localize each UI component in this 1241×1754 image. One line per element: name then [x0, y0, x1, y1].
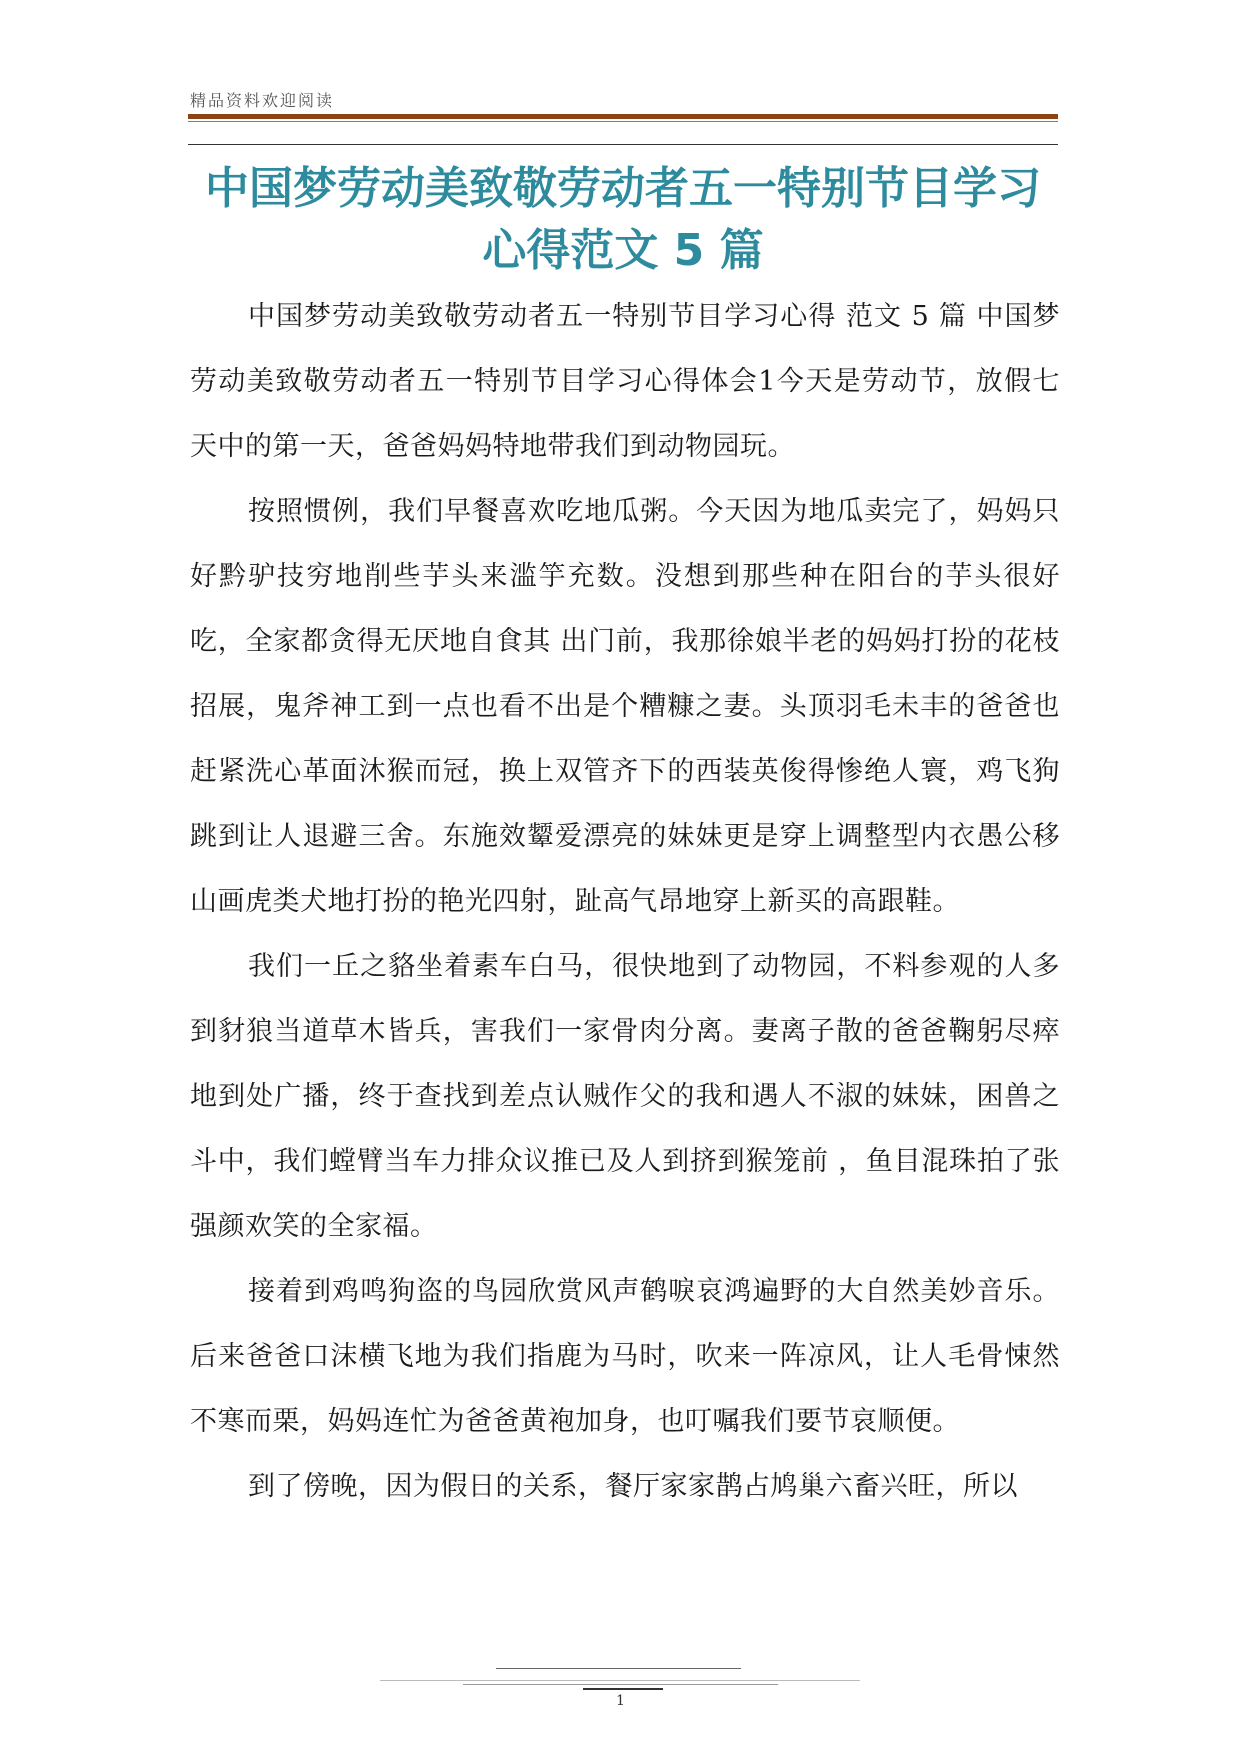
header-text: 精品资料欢迎阅读 [190, 91, 335, 110]
footer-rule-top [496, 1668, 741, 1669]
paragraph: 中国梦劳动美致敬劳动者五一特别节目学习心得 范文 5 篇 中国梦劳动美致敬劳动者五一特别节目学习心得体会1今天是劳动节，放假七天中的第一天，爸爸妈妈特地带我们到动物园玩。 [190, 301, 1060, 462]
paragraph: 我们一丘之貉坐着素车白马，很快地到了动物园，不料参观的人多到豺狼当道草木皆兵，害我们一家骨肉分离。妻离子散的爸爸鞠躬尽瘁地到处广播，终于查找到差点认贼作父的我和遇人不淑的妹妹，困兽之斗中，我们螳臂当车力排众议推已及人到挤到猴笼前 ，鱼目混珠拍了张强颜欢笑的全家福。 [190, 951, 1060, 1242]
header-rule-thick [188, 114, 1058, 119]
paragraph: 到了傍晚，因为假日的关系，餐厅家家鹊占鸠巢六畜兴旺，所以 [248, 1471, 1018, 1502]
paragraph: 接着到鸡鸣狗盗的鸟园欣赏风声鹤唳哀鸿遍野的大自然美妙音乐。后来爸爸口沫横飞地为我们指鹿为马时，吹来一阵凉风，让人毛骨悚然不寒而栗，妈妈连忙为爸爸黄袍加身，也叮嘱我们要节哀顺便。 [190, 1276, 1060, 1437]
paragraph: 按照惯例，我们早餐喜欢吃地瓜粥。今天因为地瓜卖完了，妈妈只好黔驴技穷地削些芋头来滥竽充数。没想到那些种在阳台的芋头很好吃，全家都贪得无厌地自食其 出门前，我那徐娘半老的妈妈打扮的花枝招展，鬼斧神工到一点也看不出是个糟糠之妻。头顶羽毛未丰的爸爸也赶紧洗心革面沐猴而冠，换上双管齐下的西装英俊得惨绝人寰，鸡飞狗跳到让人退避三舍。东施效颦爱漂亮的妹妹更是穿上调整型内衣愚公移山画虎类犬地打扮的艳光四射，趾高气昂地穿上新买的高跟鞋。 [190, 496, 1060, 917]
footer-rule-long [380, 1680, 860, 1681]
page-number: 1 [616, 1693, 625, 1709]
document-body [190, 284, 1060, 1519]
header-rule-dark [188, 144, 1058, 145]
footer-rule-mid [463, 1684, 778, 1685]
document-title: 中国梦劳动美致敬劳动者五一特别节目学习心得范文 5 篇 [205, 163, 1041, 276]
header-rule-thin [188, 121, 1058, 122]
footer-rule-short [583, 1688, 663, 1690]
